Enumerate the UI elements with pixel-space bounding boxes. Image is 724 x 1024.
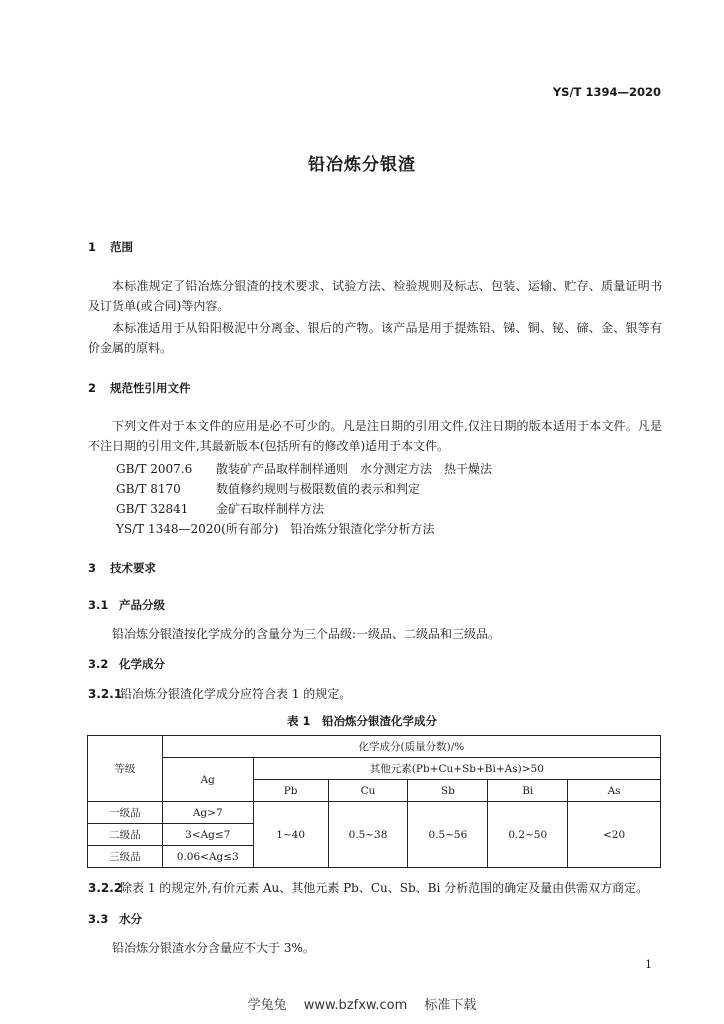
ag-cell: 0.06<Ag≤3 (162, 846, 253, 868)
element-header: Sb (408, 780, 488, 802)
document-title: 铅冶炼分银渣 (308, 155, 416, 175)
range-cell: 0.5~38 (328, 802, 408, 868)
element-header: Bi (488, 780, 568, 802)
range-cell: 0.5~56 (408, 802, 488, 868)
table-header-row (88, 758, 661, 780)
section-2-paragraph: 下列文件对于本文件的应用是必不可少的。凡是注日期的引用文件,仅注日期的版本适用于本文件。凡是不注日期的引用文件,其最新版本(包括所有的修改单)适用于本文件。 (88, 419, 662, 453)
section-1-paragraph-2: 本标准适用于从铅阳极泥中分离金、银后的产物。该产品是用于提炼铅、锑、铜、铋、碲、金、银等有价金属的原料。 (88, 321, 662, 355)
ag-header: Ag (162, 758, 253, 802)
table-row (88, 802, 661, 824)
table-1-caption: 表 1 铅冶炼分银渣化学成分 (286, 714, 437, 728)
grade-cell: 一级品 (88, 802, 163, 824)
chemical-composition-table (87, 735, 661, 868)
section-3-3-text: 铅冶炼分银渣水分含量应不大于 3%。 (112, 941, 315, 955)
standard-code: YS/T 1394—2020 (552, 85, 661, 99)
element-header: As (568, 780, 661, 802)
grade-cell: 二级品 (88, 824, 163, 846)
reference-item: GB/T 32841 金矿石取样制样方法 (116, 502, 325, 516)
section-3-2-heading: 3.2 化学成分 (88, 657, 165, 671)
section-2-heading: 2 规范性引用文件 (88, 381, 191, 395)
section-3-1-heading: 3.1 产品分级 (88, 598, 165, 612)
grade-cell: 三级品 (88, 846, 163, 868)
section-3-2-1-text: 3.2.1铅冶炼分银渣化学成分应符合表 1 的规定。 (88, 687, 352, 701)
chemical-composition-header: 化学成分(质量分数)/% (162, 736, 660, 758)
other-elements-header: 其他元素(Pb+Cu+Sb+Bi+As)>50 (253, 758, 660, 780)
grade-header: 等级 (88, 736, 163, 802)
section-1-paragraph-1: 本标准规定了铅冶炼分银渣的技术要求、试验方法、检验规则及标志、包装、运输、贮存、质量证明书及订货单(或合同)等内容。 (88, 279, 662, 313)
section-3-heading: 3 技术要求 (88, 561, 156, 575)
reference-item: YS/T 1348—2020(所有部分) 铅冶炼分银渣化学分析方法 (116, 522, 435, 536)
section-3-2-2-text: 3.2.2除表 1 的规定外,有价元素 Au、其他元素 Pb、Cu、Sb、Bi 分析范围的确定及量由供需双方商定。 (88, 881, 649, 895)
reference-item: GB/T 2007.6 散装矿产品取样制样通则 水分测定方法 热干燥法 (116, 462, 493, 476)
footer-watermark: 学兔兔 www.bzfxw.com 标准下载 (247, 998, 477, 1013)
section-3-1-text: 铅冶炼分银渣按化学成分的含量分为三个品级:一级品、二级品和三级品。 (112, 627, 501, 641)
table-header-row (88, 736, 661, 758)
section-1-heading: 1 范围 (88, 240, 133, 254)
range-cell: 1~40 (253, 802, 328, 868)
section-3-3-heading: 3.3 水分 (88, 912, 142, 926)
page-number: 1 (645, 958, 652, 971)
reference-item: GB/T 8170 数值修约规则与极限数值的表示和判定 (116, 482, 421, 496)
ag-cell: Ag>7 (162, 802, 253, 824)
range-cell: <20 (568, 802, 661, 868)
element-header: Pb (253, 780, 328, 802)
ag-cell: 3<Ag≤7 (162, 824, 253, 846)
element-header: Cu (328, 780, 408, 802)
range-cell: 0.2~50 (488, 802, 568, 868)
